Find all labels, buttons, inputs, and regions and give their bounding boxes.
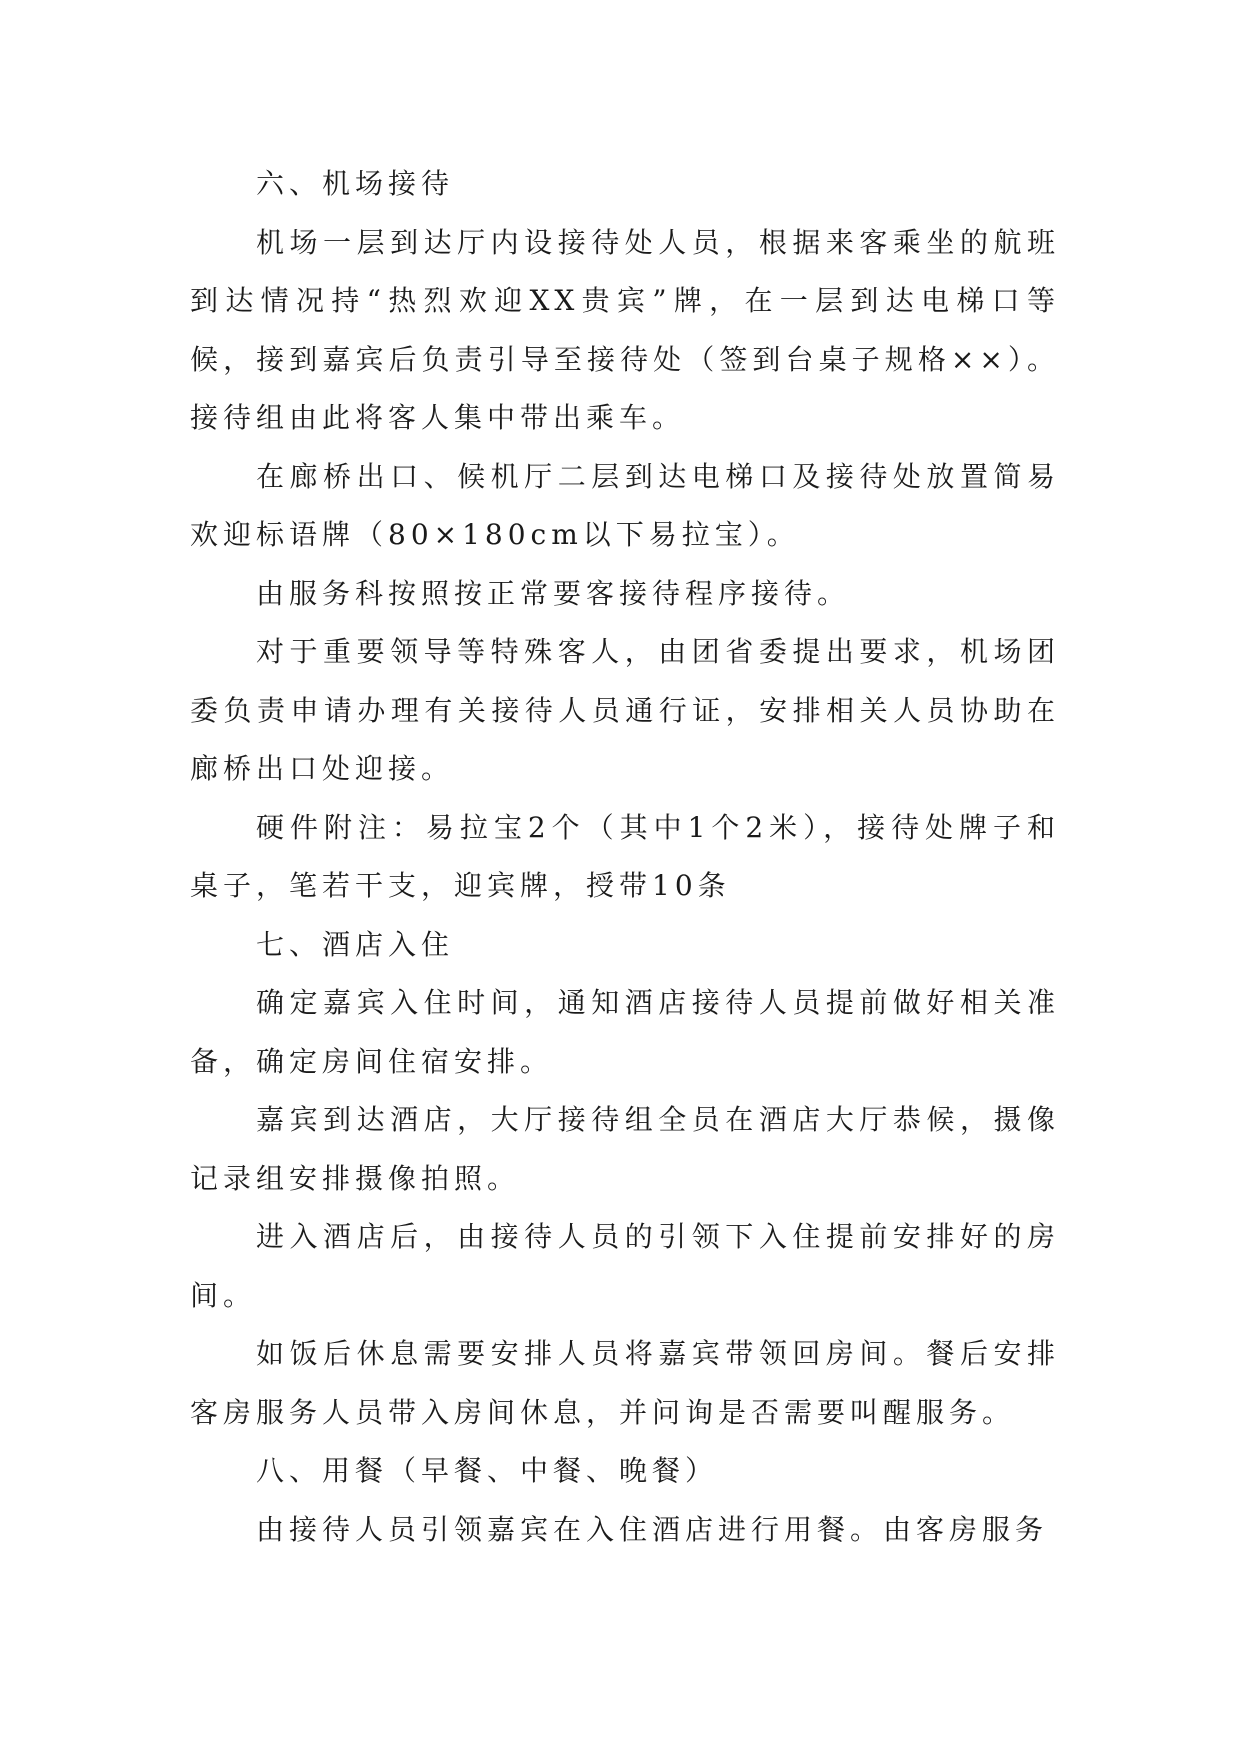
document-body [190, 155, 1060, 1559]
paragraph: 嘉宾到达酒店，大厅接待组全员在酒店大厅恭候，摄像记录组安排摄像拍照。 [190, 1103, 1060, 1195]
paragraph: 进入酒店后，由接待人员的引领下入住提前安排好的房间。 [190, 1220, 1060, 1312]
section-heading-airport-reception: 六、机场接待 [256, 167, 455, 200]
paragraph: 硬件附注：易拉宝2个（其中1个2米），接待处牌子和桌子，笔若干支，迎宾牌，授带10条 [190, 810, 1060, 902]
paragraph: 机场一层到达厅内设接待处人员，根据来客乘坐的航班到达情况持“热烈欢迎XX贵宾”牌，在一层到达电梯口等候，接到嘉宾后负责引导至接待处（签到台桌子规格××）。接待组由此将客人集中带出乘车。 [190, 225, 1060, 434]
section-heading-dining: 八、用餐（早餐、中餐、晚餐） [256, 1454, 719, 1487]
paragraph: 由服务科按照按正常要客接待程序接待。 [256, 576, 851, 610]
paragraph: 如饭后休息需要安排人员将嘉宾带领回房间。餐后安排客房服务人员带入房间休息，并问询是否需要叫醒服务。 [190, 1337, 1060, 1429]
paragraph: 对于重要领导等特殊客人，由团省委提出要求，机场团委负责申请办理有关接待人员通行证，安排相关人员协助在廊桥出口处迎接。 [190, 635, 1060, 785]
section-heading-hotel-checkin: 七、酒店入住 [256, 927, 455, 961]
paragraph: 确定嘉宾入住时间，通知酒店接待人员提前做好相关准备，确定房间住宿安排。 [190, 986, 1060, 1078]
paragraph: 在廊桥出口、候机厅二层到达电梯口及接待处放置简易欢迎标语牌（80×180cm以下易拉宝）。 [190, 459, 1060, 551]
paragraph: 由接待人员引领嘉宾在入住酒店进行用餐。由客房服务 [256, 1512, 1049, 1546]
